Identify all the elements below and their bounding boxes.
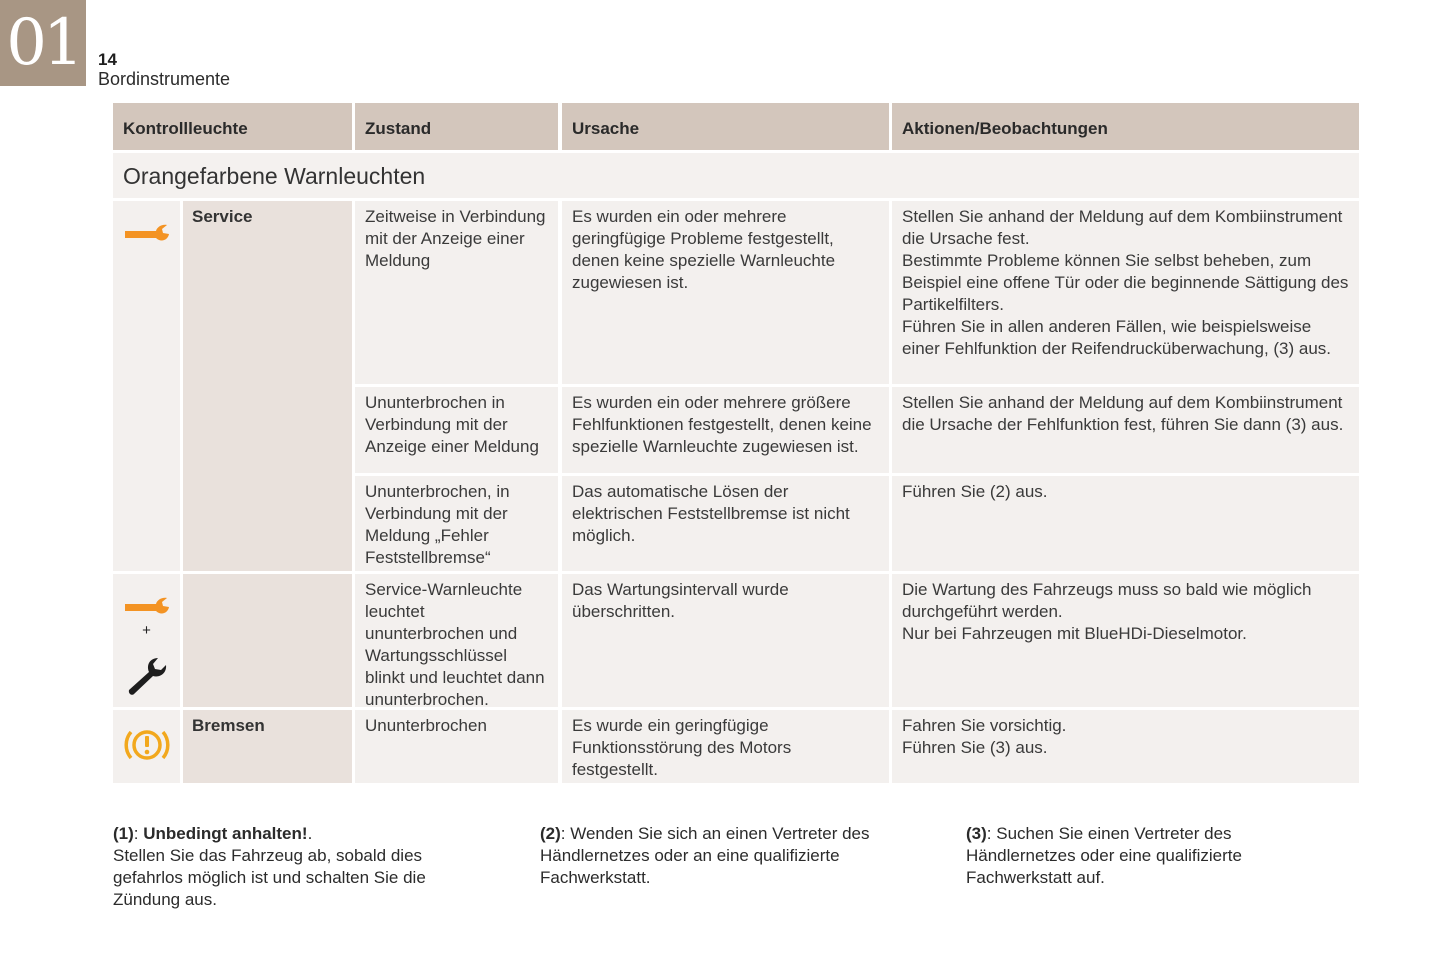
section-title: Bordinstrumente <box>98 69 231 89</box>
row-2-cause: Das automatische Lösen der elektrischen Feststellbremse ist nicht möglich. <box>562 476 889 571</box>
maintenance-spanner-icon <box>125 656 171 696</box>
row-4-state: Ununterbrochen <box>355 710 558 783</box>
row-3-action: Die Wartung des Fahrzeugs muss so bald wie möglich durchgeführt werden. Nur bei Fahrzeugen mit BlueHDi-Dieselmotor. <box>892 574 1359 707</box>
chapter-number: 01 <box>0 0 86 86</box>
column-header-aktionen: Aktionen/Beobachtungen <box>892 103 1359 150</box>
row-label-bremsen: Bremsen <box>183 710 352 783</box>
footnote-2-text: Wenden Sie sich an einen Vertreter des Händlernetzes oder an eine qualifizierte Fachwerkstatt. <box>540 824 870 887</box>
maintenance-icon-cell <box>113 574 180 707</box>
footnote-2: (2): Wenden Sie sich an einen Vertreter des Händlernetzes oder an eine qualifizierte Fachwerkstatt. <box>540 824 870 887</box>
row-3-state: Service-Warnleuchte leuchtet ununterbrochen und Wartungsschlüssel blinkt und leuchtet dann ununterbrochen. <box>355 574 558 707</box>
footnote-3: (3): Suchen Sie einen Vertreter des Händlernetzes oder eine qualifizierte Fachwerkstatt auf. <box>966 824 1242 887</box>
plus-sign: + <box>142 622 151 639</box>
brake-icon-cell <box>113 710 180 783</box>
row-label-maintenance <box>183 574 352 707</box>
row-0-state: Zeitweise in Verbindung mit der Anzeige einer Meldung <box>355 201 558 384</box>
row-0-cause: Es wurden ein oder mehrere geringfügige Probleme festgestellt, denen keine spezielle Warnleuchte zugewiesen ist. <box>562 201 889 384</box>
footnote-1-ref: (1) <box>113 824 134 843</box>
column-header-ursache: Ursache <box>562 103 889 150</box>
row-3-cause: Das Wartungsintervall wurde überschritten. <box>562 574 889 707</box>
brake-warning-icon <box>123 725 171 765</box>
footnote-1: (1): Unbedingt anhalten!. Stellen Sie das Fahrzeug ab, sobald dies gefahrlos möglich ist und schalten Sie die Zündung aus. <box>113 824 426 909</box>
row-1-cause: Es wurden ein oder mehrere größere Fehlfunktionen festgestellt, denen keine spezielle Warnleuchte zugewiesen ist. <box>562 387 889 473</box>
footnote-3-ref: (3) <box>966 824 987 843</box>
wrench-icon <box>123 223 171 245</box>
group-title: Orangefarbene Warnleuchten <box>113 153 1359 198</box>
footnote-1-text: Stellen Sie das Fahrzeug ab, sobald dies gefahrlos möglich ist und schalten Sie die Zündung aus. <box>113 846 426 909</box>
row-1-state: Ununterbrochen in Verbindung mit der Anzeige einer Meldung <box>355 387 558 473</box>
footnote-1-emphasis: Unbedingt anhalten! <box>143 824 308 843</box>
row-4-cause: Es wurde ein geringfügige Funktionsstörung des Motors festgestellt. <box>562 710 889 783</box>
footnote-3-text: Suchen Sie einen Vertreter des Händlernetzes oder eine qualifizierte Fachwerkstatt auf. <box>966 824 1242 887</box>
footnote-2-ref: (2) <box>540 824 561 843</box>
wrench-icon <box>123 596 171 618</box>
column-header-zustand: Zustand <box>355 103 558 150</box>
row-2-state: Ununterbrochen, in Verbindung mit der Meldung „Fehler Feststellbremse“ <box>355 476 558 571</box>
page-number: 14 <box>98 50 117 69</box>
row-2-action: Führen Sie (2) aus. <box>892 476 1359 571</box>
service-icon-cell <box>113 201 180 571</box>
column-header-kontrollleuchte: Kontrollleuchte <box>113 103 352 150</box>
row-1-action: Stellen Sie anhand der Meldung auf dem Kombiinstrument die Ursache der Fehlfunktion fest, führen Sie dann (3) aus. <box>892 387 1359 473</box>
row-label-service: Service <box>183 201 352 571</box>
row-4-action: Fahren Sie vorsichtig. Führen Sie (3) aus. <box>892 710 1359 783</box>
warning-lights-table <box>113 103 1359 783</box>
row-0-action: Stellen Sie anhand der Meldung auf dem Kombiinstrument die Ursache fest. Bestimmte Probleme können Sie selbst beheben, zum Beispiel eine offene Tür oder die beginnende Sättigung des Partikelfilters. Führen Sie in allen anderen Fällen, wie beispielsweise einer Fehlfunktion der Reifendrucküberwachung, (3) aus. <box>892 201 1359 384</box>
